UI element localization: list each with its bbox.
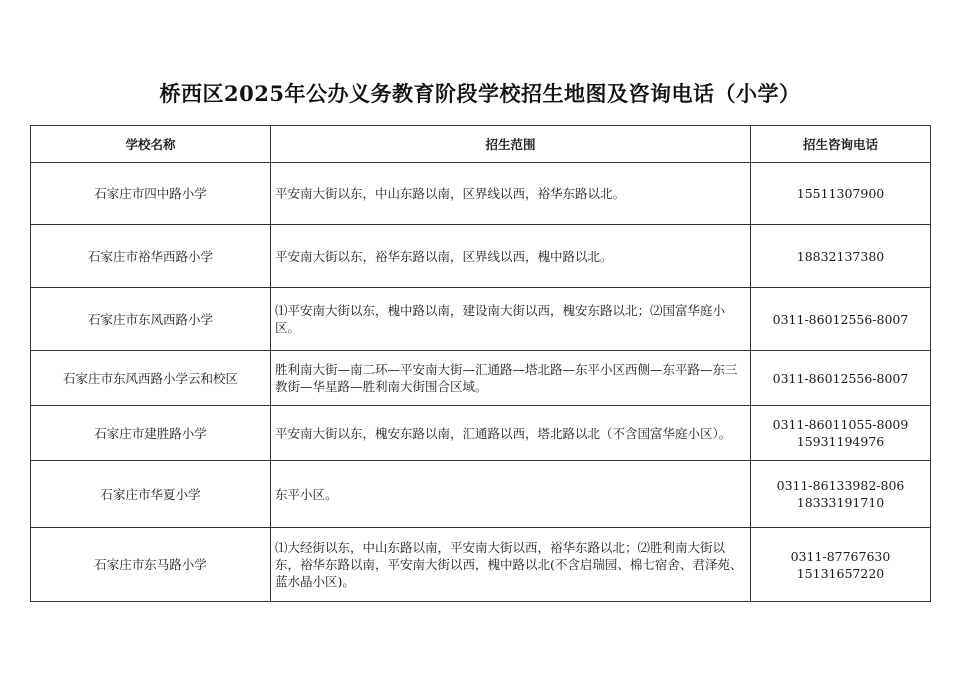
phone-cell xyxy=(751,225,931,288)
enrollment-range-cell: ⑴大经街以东，中山东路以南，平安南大街以西，裕华东路以北；⑵胜利南大街以东，裕华东路以南，平安南大街以西，槐中路以北(不含启瑞园、棉七宿舍、君泽苑、蓝水晶小区)。 xyxy=(271,528,751,602)
school-name-cell: 石家庄市东风西路小学云和校区 xyxy=(31,351,271,406)
phone-number: 15931194976 xyxy=(796,434,885,449)
phone-cell xyxy=(751,528,931,602)
phone-cell xyxy=(751,288,931,351)
school-name-cell: 石家庄市华夏小学 xyxy=(31,461,271,528)
school-name-cell: 石家庄市东风西路小学 xyxy=(31,288,271,351)
phone-number: 0311-86133982-806 xyxy=(776,478,905,493)
phone-cell xyxy=(751,351,931,406)
table-row xyxy=(31,461,931,528)
table-row xyxy=(31,351,931,406)
school-name-cell: 石家庄市东马路小学 xyxy=(31,528,271,602)
phone-number: 15511307900 xyxy=(796,186,885,201)
phone-cell xyxy=(751,406,931,461)
enrollment-range-cell: 胜利南大街—南二环—平安南大街—汇通路—塔北路—东平小区西侧—东平路—东三教街—华星路—胜利南大街围合区域。 xyxy=(271,351,751,406)
table-row xyxy=(31,225,931,288)
school-name-cell: 石家庄市裕华西路小学 xyxy=(31,225,271,288)
enrollment-range-cell: 平安南大街以东，槐安东路以南，汇通路以西，塔北路以北（不含国富华庭小区）。 xyxy=(271,406,751,461)
enrollment-range-cell: ⑴平安南大街以东，槐中路以南，建设南大街以西，槐安东路以北；⑵国富华庭小区。 xyxy=(271,288,751,351)
header-enrollment-range: 招生范围 xyxy=(271,126,751,163)
table-row xyxy=(31,406,931,461)
table-row xyxy=(31,288,931,351)
phone-number: 0311-86012556-8007 xyxy=(772,370,909,386)
phone-cell xyxy=(751,461,931,528)
phone-number: 0311-86012556-8007 xyxy=(772,311,909,327)
school-name-cell: 石家庄市四中路小学 xyxy=(31,163,271,225)
enrollment-range-cell: 平安南大街以东，中山东路以南，区界线以西，裕华东路以北。 xyxy=(271,163,751,225)
page-title: 桥西区2025年公办义务教育阶段学校招生地图及咨询电话（小学） xyxy=(159,81,801,106)
phone-number: 18333191710 xyxy=(796,495,885,510)
phone-cell xyxy=(751,163,931,225)
phone-number: 15131657220 xyxy=(796,565,885,581)
enrollment-table xyxy=(30,125,931,602)
header-consult-phone: 招生咨询电话 xyxy=(751,126,931,163)
table-row xyxy=(31,528,931,602)
phone-number: 18832137380 xyxy=(796,248,885,264)
school-name-cell: 石家庄市建胜路小学 xyxy=(31,406,271,461)
table-row xyxy=(31,163,931,225)
table-header-row xyxy=(31,126,931,163)
enrollment-range-cell: 平安南大街以东，裕华东路以南，区界线以西，槐中路以北。 xyxy=(271,225,751,288)
phone-number: 0311-87767630 xyxy=(790,548,891,564)
enrollment-range-cell: 东平小区。 xyxy=(271,461,751,528)
header-school-name: 学校名称 xyxy=(31,126,271,163)
phone-number: 0311-86011055-8009 xyxy=(772,417,909,432)
